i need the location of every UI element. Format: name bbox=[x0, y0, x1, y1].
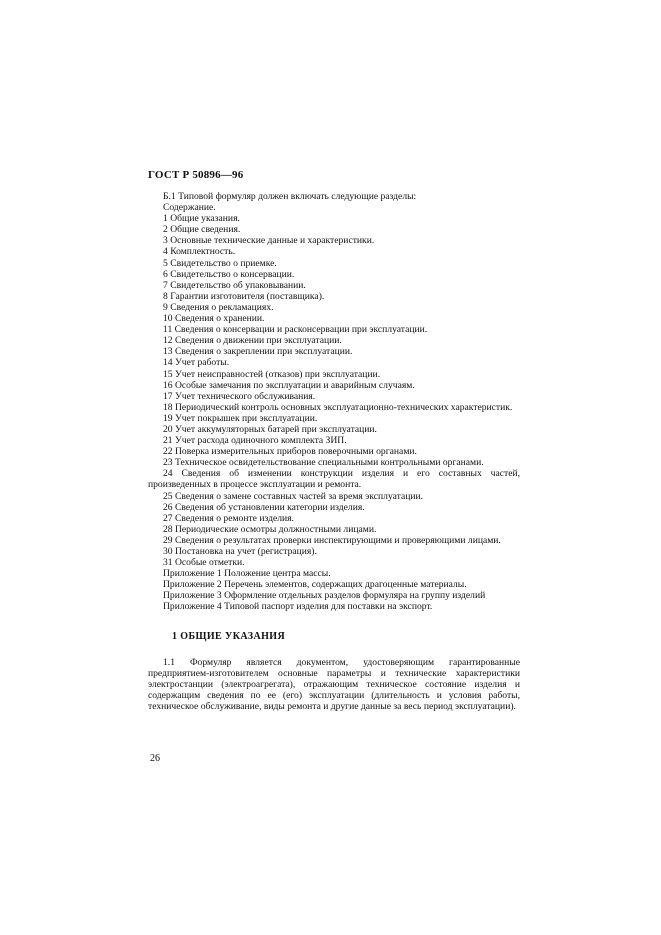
contents-item: 10 Сведения о хранении. bbox=[163, 313, 265, 325]
contents-item: 15 Учет неисправностей (отказов) при эксплуатации. bbox=[163, 368, 381, 380]
contents-item: 4 Комплектность. bbox=[163, 246, 236, 258]
document-header: ГОСТ Р 50896—96 bbox=[148, 169, 244, 181]
appendix-item: Приложение 2 Перечень элементов, содержащих драгоценные материалы. bbox=[163, 579, 467, 591]
contents-item: 23 Техническое освидетельствование специальными контрольными органами. bbox=[163, 457, 484, 469]
contents-item: 2 Общие сведения. bbox=[163, 224, 241, 236]
contents-item: 9 Сведения о рекламациях. bbox=[163, 301, 274, 313]
contents-item: 30 Постановка на учет (регистрация). bbox=[163, 546, 317, 557]
contents-item: 21 Учет расхода одиночного комплекта ЗИП. bbox=[163, 435, 347, 447]
section-title: 1 ОБЩИЕ УКАЗАНИЯ bbox=[172, 630, 286, 642]
contents-item: 25 Сведения о замене составных частей за время эксплуатации. bbox=[163, 490, 424, 502]
appendix-item: Приложение 1 Положение центра массы. bbox=[163, 568, 331, 580]
contents-item: 14 Учет работы. bbox=[163, 357, 230, 369]
contents-item: 11 Сведения о консервации и расконсервации при эксплуатации. bbox=[163, 324, 428, 336]
appendix-item: Приложение 4 Типовой паспорт изделия для поставки на экспорт. bbox=[163, 601, 433, 613]
contents-item: 12 Сведения о движении при эксплуатации. bbox=[163, 335, 342, 347]
contents-item: 1 Общие указания. bbox=[163, 213, 240, 225]
contents-item: 19 Учет покрышек при эксплуатации. bbox=[163, 412, 318, 424]
contents-item: 17 Учет технического обслуживания. bbox=[163, 390, 316, 402]
section-paragraph: 1.1 Формуляр является документом, удостоверяющим гарантированные предприятием-изготовителем основные параметры и технические характеристики электростанции (электроагрегата), отражающим техническое состояние изделия и содержащим сведения по ее (его) эксплуатации (длительность и условия работы, техническое обслуживание, виды ремонта и другие данные за весь период эксплуатации). bbox=[148, 656, 520, 713]
contents-item: 7 Свидетельство об упаковывании. bbox=[163, 279, 306, 291]
contents-item: 8 Гарантии изготовителя (поставщика). bbox=[163, 290, 325, 302]
contents-item: 18 Периодический контроль основных эксплуатационно-технических характеристик. bbox=[163, 401, 513, 413]
document-body bbox=[148, 191, 520, 712]
page-number: 26 bbox=[150, 753, 160, 764]
contents-item: 28 Периодические осмотры должностными лицами. bbox=[163, 523, 377, 535]
contents-item: 26 Сведения об установлении категории изделия. bbox=[163, 501, 365, 513]
appendix-item: Приложение 3 Оформление отдельных разделов формуляра на группу изделий bbox=[163, 590, 486, 602]
contents-list bbox=[148, 213, 520, 568]
appendix-list bbox=[148, 568, 520, 612]
contents-item: 3 Основные технические данные и характеристики. bbox=[163, 235, 375, 247]
contents-item: 6 Свидетельство о консервации. bbox=[163, 268, 295, 280]
contents-item: 5 Свидетельство о приемке. bbox=[163, 257, 277, 269]
contents-item: 13 Сведения о закреплении при эксплуатации. bbox=[163, 346, 353, 358]
contents-item: 29 Сведения о результатах проверки инспектирующими и проверяющими лицами. bbox=[163, 534, 501, 546]
contents-item: 31 Особые отметки. bbox=[163, 557, 245, 569]
contents-item: 22 Поверка измерительных приборов поверочными органами. bbox=[163, 446, 417, 458]
contents-item: 27 Сведения о ремонте изделия. bbox=[163, 512, 294, 524]
contents-item: 16 Особые замечания по эксплуатации и аварийным случаям. bbox=[163, 379, 415, 391]
contents-item: 24 Сведения об изменении конструкции изделия и его составных частей, произведенных в процессе эксплуатации и ремонта. bbox=[148, 468, 520, 491]
contents-item: 20 Учет аккумуляторных батарей при эксплуатации. bbox=[163, 423, 377, 435]
intro-paragraph: Б.1 Типовой формуляр должен включать следующие разделы: bbox=[163, 191, 417, 202]
contents-title: Содержание. bbox=[163, 202, 216, 214]
